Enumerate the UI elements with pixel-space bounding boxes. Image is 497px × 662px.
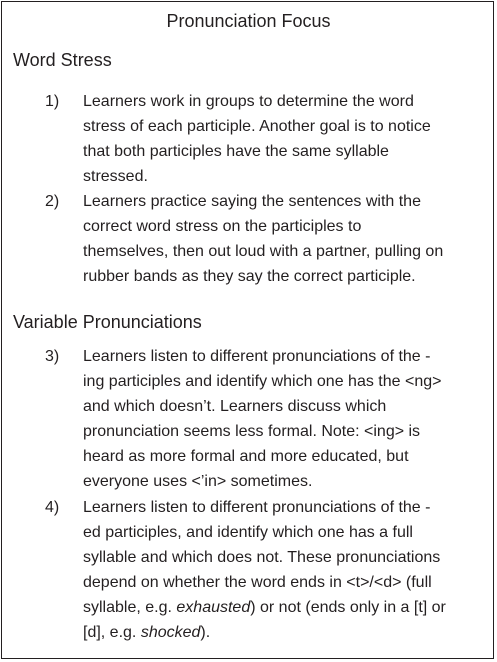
- item-text: Learners practice saying the sentences with the correct word stress on the participles to themselves, then out loud with a partner, pulling on rubber bands as they say the correct participle.: [83, 193, 444, 285]
- item-number: 1): [45, 93, 60, 110]
- example-word: shocked: [140, 624, 201, 641]
- item-text-part: Learners listen to different pronunciations of the - ed participles, and identify which one has a full syllable and which does not. These pronunciations depend on whether the word ends in <t>/<d> (full syllable, e.g.: [83, 499, 441, 616]
- item-number: 4): [45, 499, 60, 516]
- example-word: exhausted: [176, 599, 251, 616]
- item-text: Learners work in groups to determine the word stress of each participle. Another goal is to notice that both participles have the same syllable stressed.: [83, 93, 431, 185]
- section-heading-variable-pronunciations: Variable Pronunciations: [13, 312, 202, 332]
- item-text-part: ).: [200, 624, 211, 641]
- item-number: 3): [45, 348, 60, 365]
- item-text-part: ) or not (ends only in a [t] or [d], e.g.: [83, 599, 446, 641]
- item-text: [83, 495, 483, 645]
- section-heading-word-stress: Word Stress: [13, 50, 112, 70]
- item-number: 2): [45, 193, 60, 210]
- item-text: Learners listen to different pronunciations of the - ing participles and identify which one has the <ng> and which doesn’t. Learners discuss which pronunciation seems less formal. Note: <ing> is heard as more formal and more educated, but everyone uses <’in> sometimes.: [83, 348, 442, 490]
- box-title: Pronunciation Focus: [166, 11, 331, 31]
